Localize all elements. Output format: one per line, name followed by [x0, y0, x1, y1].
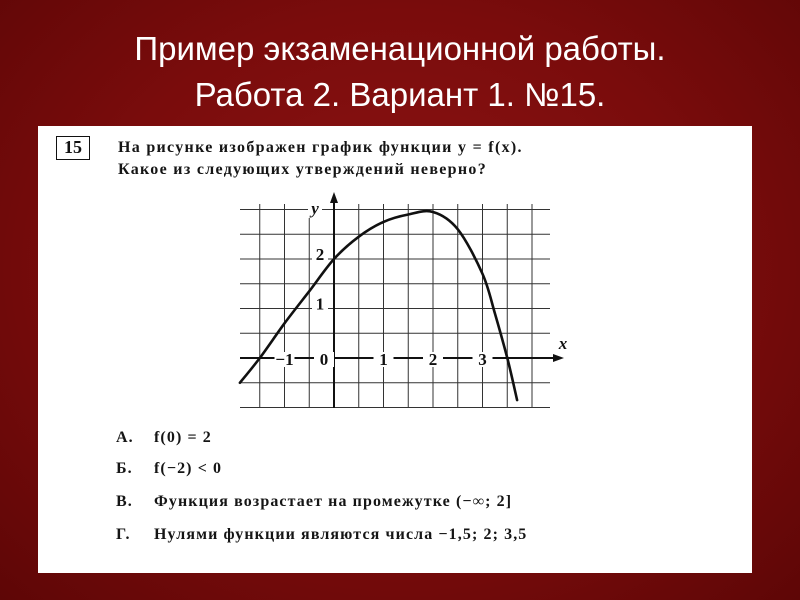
answer-letter: А. [116, 429, 134, 446]
y-axis-label: y [311, 199, 319, 218]
x-tick-label: 1 [379, 350, 388, 369]
graph-axes [240, 192, 564, 408]
slide-title-line-2: Работа 2. Вариант 1. №15. [194, 76, 606, 113]
task-question-line-1: На рисунке изображен график функции y = f(x). [118, 139, 523, 156]
answer-text: Функция возрастает на промежутке (−∞; 2] [154, 493, 513, 510]
x-tick-label: 3 [478, 350, 487, 369]
function-curve [240, 211, 517, 400]
y-tick-label: 2 [315, 245, 325, 264]
answer-option-a [116, 426, 212, 450]
answer-option-b [116, 457, 222, 481]
x-tick-label: 2 [428, 350, 438, 369]
answer-option-g [116, 523, 527, 547]
answer-text: Нулями функции являются числа −1,5; 2; 3,5 [154, 526, 528, 543]
x-axis-label: x [558, 334, 568, 353]
graph-grid [240, 204, 550, 408]
answer-text: f(0) = 2 [154, 429, 212, 446]
exam-task-scan [38, 126, 752, 573]
y-tick-label: 1 [315, 294, 325, 314]
task-number-box: 15 [56, 136, 90, 160]
answer-text: f(−2) < 0 [154, 460, 223, 477]
answer-letter: В. [116, 493, 133, 510]
x-tick-label: −1 [275, 350, 294, 369]
x-tick-label: 0 [319, 350, 329, 369]
answer-letter: Б. [116, 460, 133, 477]
y-axis-arrow [330, 192, 338, 203]
x-axis-arrow [553, 354, 564, 362]
slide-title-line-1: Пример экзаменационной работы. [134, 30, 666, 67]
slide-title [0, 26, 800, 118]
answer-letter: Г. [116, 526, 131, 543]
task-question-line-2: Какое из следующих утверждений неверно? [118, 161, 487, 178]
answer-option-v [116, 490, 512, 514]
